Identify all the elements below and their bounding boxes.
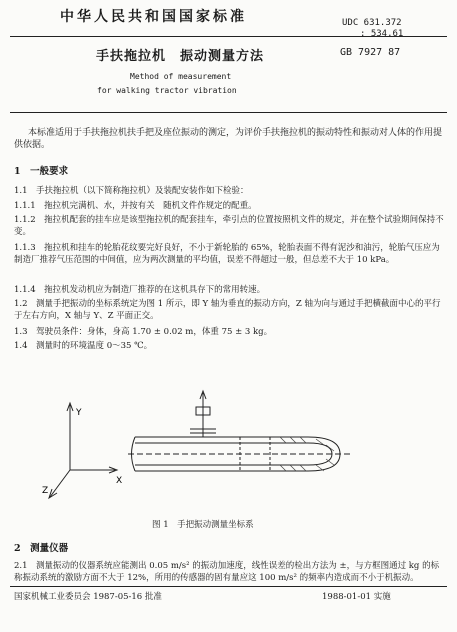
grip-hatching bbox=[280, 437, 334, 471]
section-2-heading: 2 测量仪器 bbox=[14, 543, 69, 554]
approval-line: 国家机械工业委员会 1987-05-16 批准 bbox=[14, 592, 162, 602]
z-axis bbox=[50, 470, 70, 497]
figure-caption: 图 1 手把振动测量坐标系 bbox=[152, 520, 254, 530]
footer-divider bbox=[10, 586, 447, 587]
handle-coordinate-figure bbox=[40, 385, 370, 515]
intro-paragraph: 本标准适用于手扶拖拉机扶手把及座位振动的测定，为评价手扶拖拉机的振动特性和振动对人体的作用提供依据。 bbox=[14, 128, 443, 150]
implementation-date: 1988-01-01 实施 bbox=[322, 592, 391, 602]
title-divider bbox=[10, 112, 447, 113]
x-axis-label: X bbox=[116, 476, 123, 486]
z-axis-label: Z bbox=[42, 486, 49, 496]
standard-title: 中华人民共和国国家标准 bbox=[60, 9, 247, 25]
gb-number: GB 7927 87 bbox=[340, 47, 401, 58]
english-title-line2: for walking tractor vibration bbox=[97, 86, 237, 95]
clause-1-1-3: 1.1.3 拖拉机和挂车的轮胎花纹要完好良好，不小于新轮胎的 65%，轮胎表面不得有泥沙和油污，轮胎气压应为制造厂推荐气压范围的中间值，应为两次测量的平均值，误差不得超过一般，但总差不大于 10 kPa。 bbox=[14, 243, 440, 265]
clause-2-1: 2.1 测量振动的仪器系统应能测出 0.05 m/s² 的振动加速度，线性误差的检出方法为 ±，与方框图通过 kg 的标称振动系统的激励方面不大于 12%，所用的传感器的固有量应这 100 m/s² 的频率内造成而不小于机振动。 bbox=[14, 561, 440, 583]
clause-1-1-4: 1.1.4 拖拉机发动机应为制造厂推荐的在这机具存下的常用转速。 bbox=[14, 285, 266, 295]
english-title-line1: Method of measurement bbox=[130, 72, 232, 81]
udc-code: UDC 631.372 bbox=[342, 18, 402, 28]
udc-code-sub: : 534.61 bbox=[360, 29, 404, 39]
coordinate-axes bbox=[49, 403, 117, 498]
y-axis-label: Y bbox=[76, 408, 82, 418]
section-1-heading: 1 一般要求 bbox=[14, 166, 69, 177]
clause-1-1-1: 1.1.1 拖拉机完满机、水，并按有关 随机文件作规定的配重。 bbox=[14, 201, 257, 211]
clause-1-2: 1.2 测量手把振动的坐标系统定为图 1 所示，即 Y 轴为垂直的振动方向，Z 轴为向与通过手把横截面中心的平行于左右方向，X 轴与 Y、Z 平面正交。 bbox=[14, 299, 441, 321]
header-divider bbox=[10, 36, 447, 37]
document-title: 手扶拖拉机 振动测量方法 bbox=[96, 49, 265, 64]
sensor-mount bbox=[190, 391, 216, 437]
clause-1-3: 1.3 驾驶员条件：身体，身高 1.70 ± 0.02 m，体重 75 ± 3 kg。 bbox=[14, 327, 273, 337]
clause-1-1: 1.1 手扶拖拉机（以下简称拖拉机）及装配安装作如下检验： bbox=[14, 186, 249, 196]
clause-1-1-2: 1.1.2 拖拉机配套的挂车应是该型拖拉机的配套挂车，牵引点的位置按照机文件的规定，并在整个试验期间保持不变。 bbox=[14, 215, 444, 237]
clause-1-4: 1.4 测量时的环境温度 0～35 ℃。 bbox=[14, 341, 153, 351]
